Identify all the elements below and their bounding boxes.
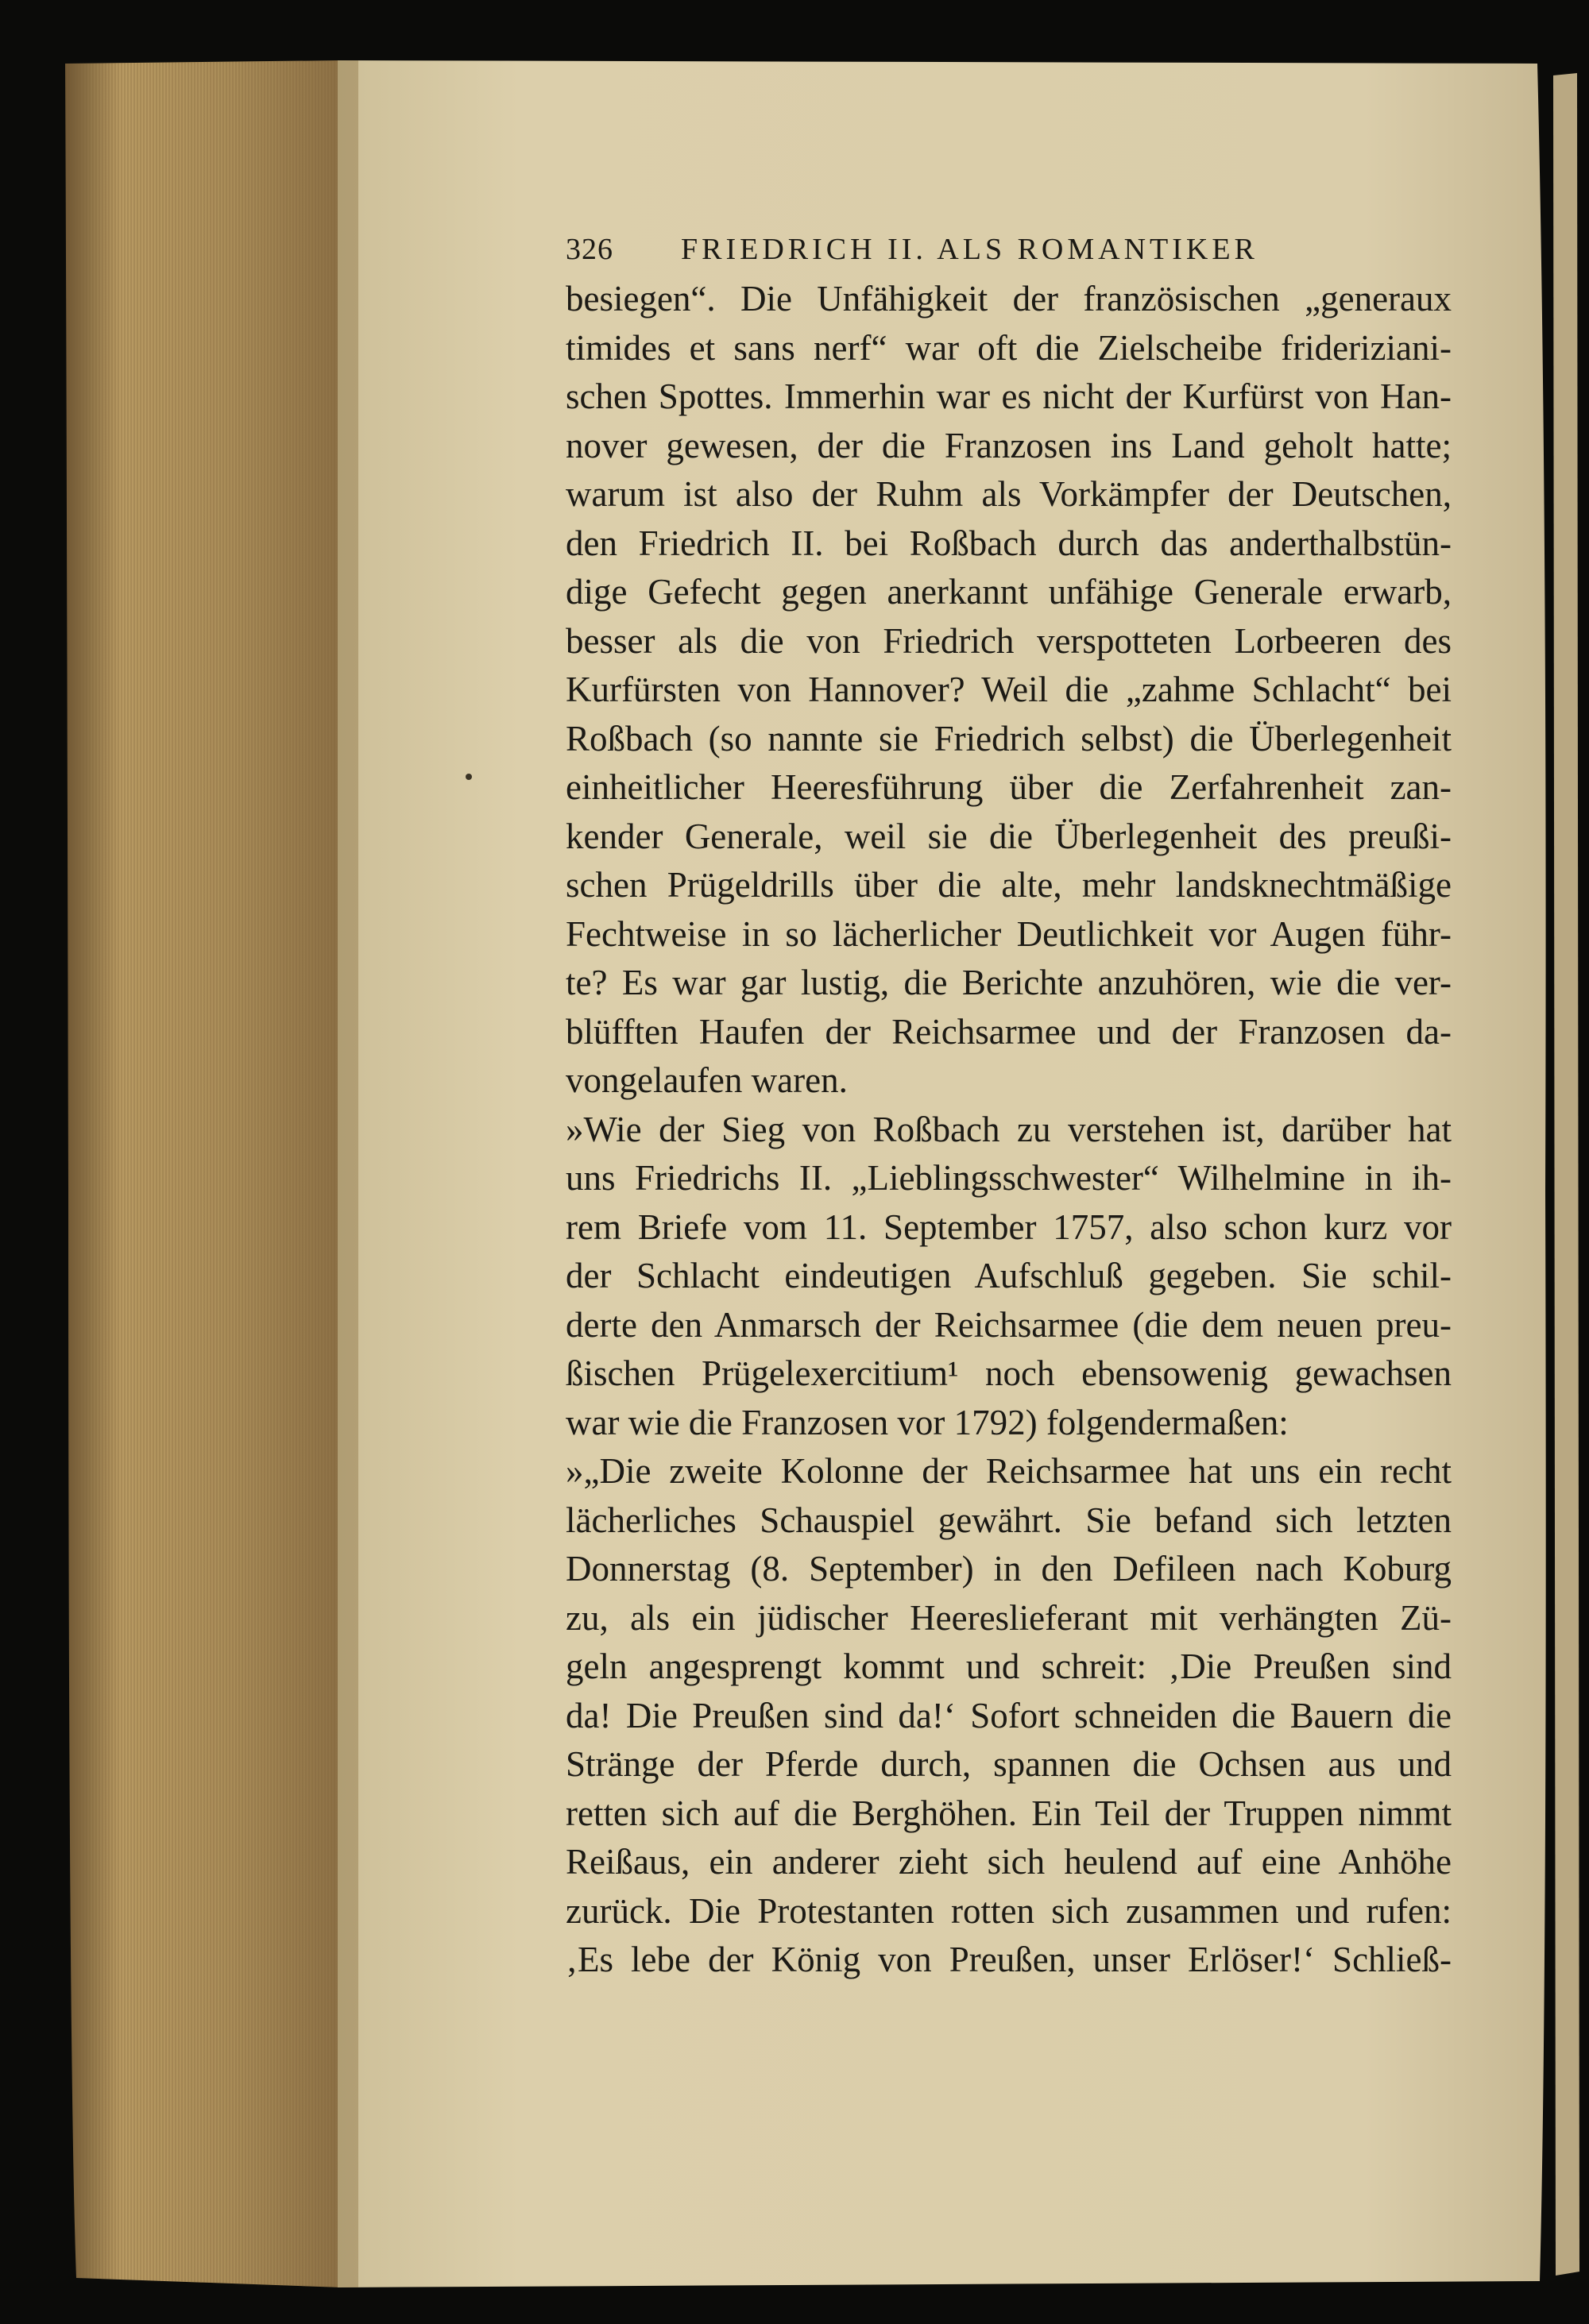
text-line: lächerliches Schauspiel gewährt. Sie befand sich letzten bbox=[566, 1500, 1452, 1540]
running-title: FRIEDRICH II. ALS ROMANTIKER bbox=[681, 233, 1258, 266]
running-header bbox=[566, 232, 1452, 275]
text-line: Kurfürsten von Hannover? Weil die „zahme Schlacht“ bei bbox=[566, 670, 1452, 709]
page-text-area bbox=[566, 232, 1452, 1985]
book-page-edge-lines bbox=[65, 60, 342, 2287]
text-line: besser als die von Friedrich verspotteten Lorbeeren des bbox=[566, 620, 1452, 661]
page-gutter-shadow bbox=[338, 60, 358, 2287]
text-line: schen Prügeldrills über die alte, mehr landsknechtmäßige bbox=[566, 865, 1452, 905]
text-line: zu, als ein jüdischer Heereslieferant mit verhängten Zü- bbox=[566, 1597, 1452, 1638]
page-number: 326 bbox=[566, 233, 613, 266]
text-line: Reißaus, ein anderer zieht sich heulend auf eine Anhöhe bbox=[566, 1842, 1452, 1882]
text-line: Donnerstag (8. September) in den Defileen nach Koburg bbox=[566, 1549, 1452, 1589]
text-line: ßischen Prügelexercitium¹ noch ebensowenig gewachsen bbox=[566, 1353, 1452, 1393]
text-line: besiegen“. Die Unfähigkeit der französischen „generaux bbox=[566, 279, 1452, 318]
text-line: einheitlicher Heeresführung über die Zerfahrenheit zan- bbox=[566, 767, 1452, 807]
text-line: zurück. Die Protestanten rotten sich zusammen und rufen: bbox=[566, 1890, 1452, 1931]
text-line: »„Die zweite Kolonne der Reichsarmee hat uns ein recht bbox=[566, 1451, 1452, 1491]
text-line: den Friedrich II. bei Roßbach durch das anderthalbstün- bbox=[566, 523, 1452, 563]
text-line: der Schlacht eindeutigen Aufschluß gegeben. Sie schil- bbox=[566, 1256, 1452, 1295]
text-line: Stränge der Pferde durch, spannen die Ochsen aus und bbox=[566, 1744, 1452, 1784]
text-line: blüfften Haufen der Reichsarmee und der Franzosen da- bbox=[566, 1011, 1452, 1052]
text-line: kender Generale, weil sie die Überlegenheit des preußi- bbox=[566, 816, 1452, 856]
body-text bbox=[566, 275, 1452, 1985]
text-line: war wie die Franzosen vor 1792) folgendermaßen: bbox=[566, 1402, 1289, 1442]
facing-page-sliver bbox=[1553, 73, 1579, 2276]
text-line: vongelaufen waren. bbox=[566, 1060, 848, 1100]
text-line: Roßbach (so nannte sie Friedrich selbst) die Überlegenheit bbox=[566, 718, 1452, 759]
text-line: warum ist also der Ruhm als Vorkämpfer der Deutschen, bbox=[566, 474, 1452, 514]
text-line: timides et sans nerf“ war oft die Zielscheibe frideriziani- bbox=[566, 327, 1452, 368]
text-line: retten sich auf die Berghöhen. Ein Teil der Truppen nimmt bbox=[566, 1793, 1452, 1833]
text-line: derte den Anmarsch der Reichsarmee (die dem neuen preu- bbox=[566, 1304, 1452, 1345]
text-line: Fechtweise in so lächerlicher Deutlichkeit vor Augen führ- bbox=[566, 913, 1452, 954]
text-line: nover gewesen, der die Franzosen ins Land geholt hatte; bbox=[566, 425, 1452, 465]
text-line: rem Briefe vom 11. September 1757, also schon kurz vor bbox=[566, 1206, 1452, 1247]
text-line: »Wie der Sieg von Roßbach zu verstehen ist, darüber hat bbox=[566, 1109, 1452, 1149]
paper-speck bbox=[466, 774, 472, 780]
text-line: dige Gefecht gegen anerkannt unfähige Generale erwarb, bbox=[566, 572, 1452, 612]
text-line: schen Spottes. Immerhin war es nicht der Kurfürst von Han- bbox=[566, 376, 1452, 416]
text-line: uns Friedrichs II. „Lieblingsschwester“ Wilhelmine in ih- bbox=[566, 1158, 1452, 1198]
text-line: ‚Es lebe der König von Preußen, unser Erlöser!‘ Schließ- bbox=[566, 1940, 1452, 1979]
text-line: da! Die Preußen sind da!‘ Sofort schneiden die Bauern die bbox=[566, 1695, 1452, 1735]
text-line: te? Es war gar lustig, die Berichte anzuhören, wie die ver- bbox=[566, 963, 1452, 1002]
text-line: geln angesprengt kommt und schreit: ‚Die Preußen sind bbox=[566, 1646, 1452, 1686]
